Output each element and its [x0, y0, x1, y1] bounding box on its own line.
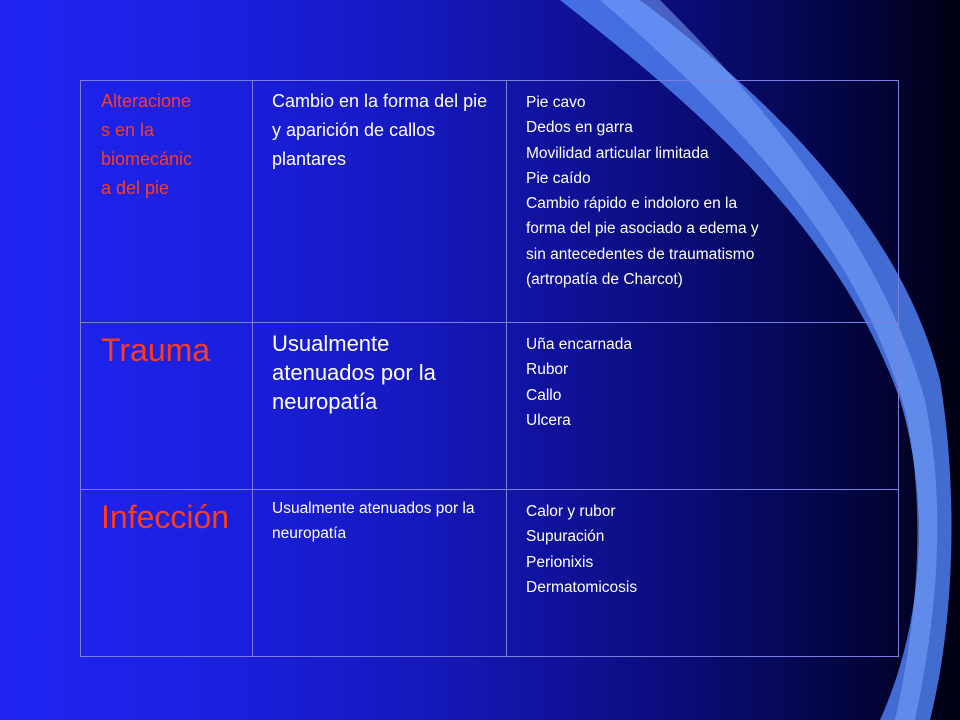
list-item: Calor y rubor [526, 503, 616, 520]
diabetic-foot-table [80, 80, 899, 657]
list-item: (artropatía de Charcot) [526, 271, 683, 289]
signs-list [507, 81, 898, 292]
list-item: Movilidad articular limitada [526, 144, 709, 162]
signs-list [507, 323, 898, 433]
list-item: Dermatomicosis [526, 578, 638, 596]
table-row [81, 323, 899, 490]
list-item: Uña encarnada [526, 336, 632, 353]
list-item: forma del pie asociado a edema y [526, 220, 759, 238]
list-item: Cambio rápido e indoloro en la [526, 195, 738, 213]
list-item: Supuración [526, 528, 605, 546]
row-label-biomechanics: Alteracione s en la biomecánic a del pie [101, 91, 193, 198]
row-label-cell [81, 490, 253, 657]
list-item: sin antecedentes de traumatismo [526, 245, 755, 263]
description-cell [253, 323, 507, 490]
row-description: Usualmente atenuados por la neuropatía [272, 331, 436, 414]
row-label-trauma: Trauma [101, 332, 211, 368]
list-item: Pie cavo [526, 94, 586, 111]
row-description: Usualmente atenuados por la neuropatía [272, 500, 475, 542]
row-description: Cambio en la forma del pie y aparición de callos plantares [272, 91, 488, 169]
list-item: Rubor [526, 361, 569, 379]
list-item: Dedos en garra [526, 119, 633, 137]
signs-list [507, 490, 898, 600]
description-cell [253, 81, 507, 323]
row-label-infection: Infección [101, 499, 230, 535]
list-item: Perionixis [526, 553, 594, 571]
signs-cell [507, 323, 899, 490]
signs-cell [507, 81, 899, 323]
list-item: Ulcera [526, 411, 571, 429]
list-item: Pie caído [526, 169, 591, 187]
signs-cell [507, 490, 899, 657]
table-row [81, 490, 899, 657]
list-item: Callo [526, 386, 562, 404]
row-label-cell [81, 81, 253, 323]
description-cell [253, 490, 507, 657]
table-row [81, 81, 899, 323]
row-label-cell [81, 323, 253, 490]
